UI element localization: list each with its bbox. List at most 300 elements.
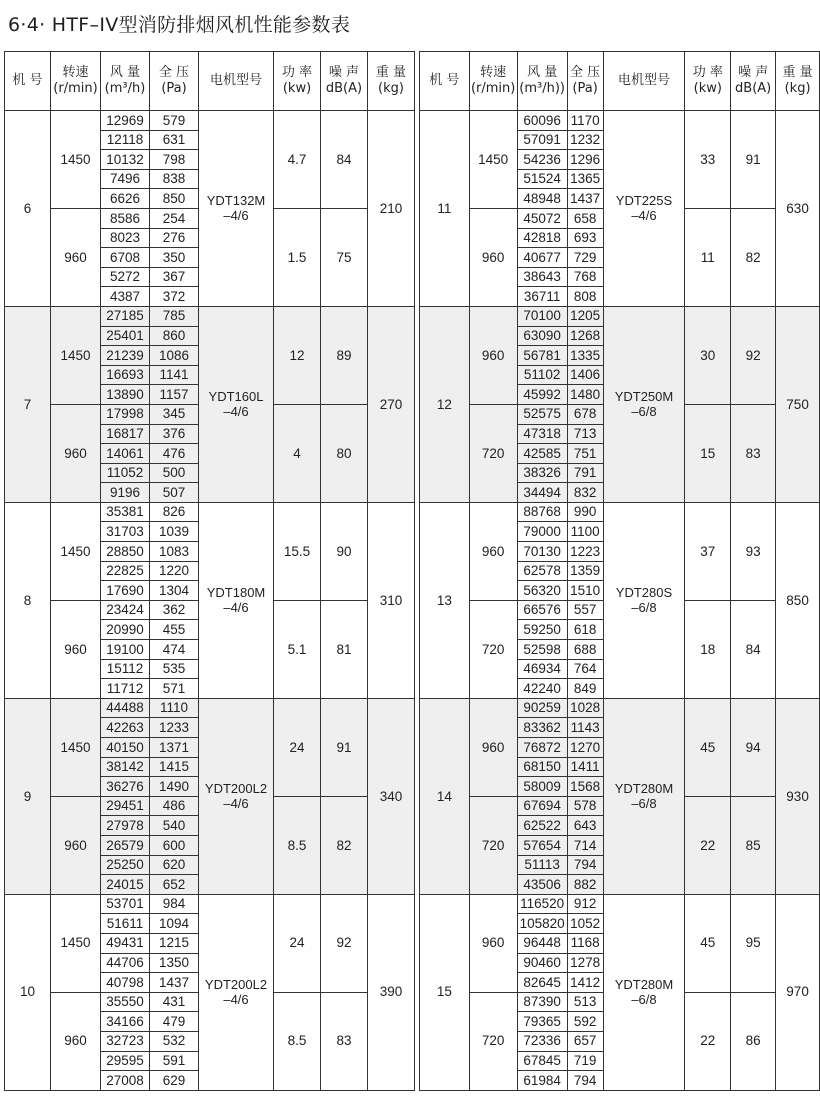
header-pressure: 全 压 (Pa) — [567, 52, 603, 111]
speed-cell: 960 — [51, 796, 101, 894]
header-power: 功 率 (kw) — [274, 52, 321, 111]
pressure-cell: 882 — [567, 875, 603, 895]
speed-cell: 960 — [469, 894, 517, 992]
machine-no-cell: 13 — [420, 502, 470, 698]
pressure-cell: 1411 — [567, 757, 603, 777]
speed-cell: 720 — [469, 600, 517, 698]
airflow-cell: 38142 — [101, 757, 150, 777]
pressure-cell: 591 — [150, 1051, 199, 1071]
speed-cell: 1450 — [51, 111, 101, 209]
weight-cell: 340 — [368, 698, 415, 894]
airflow-cell: 51102 — [517, 365, 567, 385]
weight-cell: 210 — [368, 111, 415, 307]
airflow-cell: 57091 — [517, 130, 567, 150]
table-row — [420, 502, 820, 522]
pressure-cell: 1039 — [150, 522, 199, 542]
pressure-cell: 713 — [567, 424, 603, 444]
power-cell: 22 — [685, 796, 731, 894]
airflow-cell: 11712 — [101, 679, 150, 699]
pressure-cell: 579 — [150, 111, 199, 131]
pressure-cell: 693 — [567, 228, 603, 248]
pressure-cell: 860 — [150, 326, 199, 346]
pressure-cell: 658 — [567, 208, 603, 228]
pressure-cell: 362 — [150, 600, 199, 620]
airflow-cell: 47318 — [517, 424, 567, 444]
airflow-cell: 51611 — [101, 914, 150, 934]
pressure-cell: 476 — [150, 444, 199, 464]
noise-cell: 91 — [321, 698, 368, 796]
airflow-cell: 43506 — [517, 875, 567, 895]
speed-cell: 960 — [51, 992, 101, 1090]
motor-cell: YDT180M –4/6 — [199, 502, 274, 698]
pressure-cell: 455 — [150, 620, 199, 640]
airflow-cell: 12969 — [101, 111, 150, 131]
pressure-cell: 678 — [567, 404, 603, 424]
pressure-cell: 643 — [567, 816, 603, 836]
speed-cell: 960 — [51, 208, 101, 306]
power-cell: 8.5 — [274, 796, 321, 894]
table-row — [420, 306, 820, 326]
pressure-cell: 1083 — [150, 542, 199, 562]
pressure-cell: 1205 — [567, 306, 603, 326]
airflow-cell: 38326 — [517, 463, 567, 483]
motor-cell: YDT132M –4/6 — [199, 111, 274, 307]
pressure-cell: 798 — [150, 150, 199, 170]
weight-cell: 310 — [368, 502, 415, 698]
motor-cell: YDT200L2 –4/6 — [199, 894, 274, 1090]
pressure-cell: 826 — [150, 502, 199, 522]
pressure-cell: 1094 — [150, 914, 199, 934]
airflow-cell: 27185 — [101, 306, 150, 326]
airflow-cell: 6708 — [101, 248, 150, 268]
table-row — [5, 502, 415, 522]
noise-cell: 80 — [321, 404, 368, 502]
airflow-cell: 45992 — [517, 385, 567, 405]
airflow-cell: 70100 — [517, 306, 567, 326]
pressure-cell: 474 — [150, 640, 199, 660]
pressure-cell: 1406 — [567, 365, 603, 385]
machine-no-cell: 9 — [5, 698, 51, 894]
power-cell: 45 — [685, 698, 731, 796]
pressure-cell: 367 — [150, 267, 199, 287]
airflow-cell: 9196 — [101, 483, 150, 503]
airflow-cell: 34494 — [517, 483, 567, 503]
pressure-cell: 254 — [150, 208, 199, 228]
power-cell: 1.5 — [274, 208, 321, 306]
airflow-cell: 40798 — [101, 973, 150, 993]
pressure-cell: 1168 — [567, 933, 603, 953]
pressure-cell: 1335 — [567, 346, 603, 366]
pressure-cell: 764 — [567, 659, 603, 679]
power-cell: 11 — [685, 208, 731, 306]
airflow-cell: 25250 — [101, 855, 150, 875]
header-speed: 转速 (r/min) — [469, 52, 517, 111]
airflow-cell: 29595 — [101, 1051, 150, 1071]
airflow-cell: 4387 — [101, 287, 150, 307]
power-cell: 12 — [274, 306, 321, 404]
airflow-cell: 11052 — [101, 463, 150, 483]
pressure-cell: 1110 — [150, 698, 199, 718]
pressure-cell: 849 — [567, 679, 603, 699]
airflow-cell: 48948 — [517, 189, 567, 209]
pressure-cell: 719 — [567, 1051, 603, 1071]
header-motor: 电机型号 — [199, 52, 274, 111]
pressure-cell: 1157 — [150, 385, 199, 405]
speed-cell: 1450 — [51, 502, 101, 600]
airflow-cell: 22825 — [101, 561, 150, 581]
pressure-cell: 688 — [567, 640, 603, 660]
airflow-cell: 25401 — [101, 326, 150, 346]
pressure-cell: 751 — [567, 444, 603, 464]
header-power: 功 率 (kw) — [685, 52, 731, 111]
airflow-cell: 36711 — [517, 287, 567, 307]
table-header-row — [5, 52, 415, 111]
pressure-cell: 785 — [150, 306, 199, 326]
weight-cell: 630 — [776, 111, 820, 307]
pressure-cell: 376 — [150, 424, 199, 444]
table-header-row — [420, 52, 820, 111]
airflow-cell: 35550 — [101, 992, 150, 1012]
header-machine-no: 机 号 — [5, 52, 51, 111]
pressure-cell: 600 — [150, 835, 199, 855]
table-row — [5, 894, 415, 914]
motor-cell: YDT280S –6/8 — [603, 502, 685, 698]
power-cell: 15 — [685, 404, 731, 502]
speed-cell: 960 — [51, 404, 101, 502]
airflow-cell: 79000 — [517, 522, 567, 542]
airflow-cell: 83362 — [517, 718, 567, 738]
weight-cell: 750 — [776, 306, 820, 502]
performance-table-right — [419, 51, 820, 1091]
airflow-cell: 19100 — [101, 640, 150, 660]
airflow-cell: 21239 — [101, 346, 150, 366]
noise-cell: 90 — [321, 502, 368, 600]
pressure-cell: 1371 — [150, 738, 199, 758]
pressure-cell: 1490 — [150, 777, 199, 797]
pressure-cell: 592 — [567, 1012, 603, 1032]
airflow-cell: 51524 — [517, 169, 567, 189]
airflow-cell: 7496 — [101, 169, 150, 189]
speed-cell: 960 — [469, 698, 517, 796]
noise-cell: 83 — [731, 404, 776, 502]
machine-no-cell: 15 — [420, 894, 470, 1090]
power-cell: 5.1 — [274, 600, 321, 698]
speed-cell: 1450 — [51, 894, 101, 992]
airflow-cell: 52598 — [517, 640, 567, 660]
pressure-cell: 657 — [567, 1031, 603, 1051]
header-pressure: 全 压 (Pa) — [150, 52, 199, 111]
pressure-cell: 1350 — [150, 953, 199, 973]
pressure-cell: 532 — [150, 1031, 199, 1051]
airflow-cell: 24015 — [101, 875, 150, 895]
pressure-cell: 850 — [150, 189, 199, 209]
airflow-cell: 42585 — [517, 444, 567, 464]
noise-cell: 95 — [731, 894, 776, 992]
airflow-cell: 88768 — [517, 502, 567, 522]
machine-no-cell: 6 — [5, 111, 51, 307]
pressure-cell: 984 — [150, 894, 199, 914]
power-cell: 33 — [685, 111, 731, 209]
airflow-cell: 62522 — [517, 816, 567, 836]
airflow-cell: 42240 — [517, 679, 567, 699]
machine-no-cell: 7 — [5, 306, 51, 502]
airflow-cell: 12118 — [101, 130, 150, 150]
pressure-cell: 345 — [150, 404, 199, 424]
airflow-cell: 67845 — [517, 1051, 567, 1071]
pressure-cell: 620 — [150, 855, 199, 875]
airflow-cell: 90460 — [517, 953, 567, 973]
weight-cell: 850 — [776, 502, 820, 698]
noise-cell: 82 — [321, 796, 368, 894]
pressure-cell: 1437 — [567, 189, 603, 209]
machine-no-cell: 12 — [420, 306, 470, 502]
pressure-cell: 990 — [567, 502, 603, 522]
airflow-cell: 31703 — [101, 522, 150, 542]
power-cell: 24 — [274, 698, 321, 796]
pressure-cell: 1170 — [567, 111, 603, 131]
airflow-cell: 58009 — [517, 777, 567, 797]
pressure-cell: 557 — [567, 600, 603, 620]
motor-cell: YDT250M –6/8 — [603, 306, 685, 502]
pressure-cell: 1296 — [567, 150, 603, 170]
table-row — [420, 111, 820, 131]
airflow-cell: 42818 — [517, 228, 567, 248]
airflow-cell: 20990 — [101, 620, 150, 640]
power-cell: 24 — [274, 894, 321, 992]
pressure-cell: 276 — [150, 228, 199, 248]
table-row — [5, 698, 415, 718]
speed-cell: 720 — [469, 404, 517, 502]
airflow-cell: 68150 — [517, 757, 567, 777]
airflow-cell: 23424 — [101, 600, 150, 620]
pressure-cell: 794 — [567, 1071, 603, 1091]
airflow-cell: 53701 — [101, 894, 150, 914]
pressure-cell: 768 — [567, 267, 603, 287]
noise-cell: 84 — [731, 600, 776, 698]
pressure-cell: 431 — [150, 992, 199, 1012]
pressure-cell: 1568 — [567, 777, 603, 797]
airflow-cell: 76872 — [517, 738, 567, 758]
pressure-cell: 1215 — [150, 933, 199, 953]
pressure-cell: 912 — [567, 894, 603, 914]
airflow-cell: 52575 — [517, 404, 567, 424]
pressure-cell: 629 — [150, 1071, 199, 1091]
airflow-cell: 16693 — [101, 365, 150, 385]
machine-no-cell: 10 — [5, 894, 51, 1090]
header-machine-no: 机 号 — [420, 52, 470, 111]
weight-cell: 970 — [776, 894, 820, 1090]
weight-cell: 390 — [368, 894, 415, 1090]
airflow-cell: 82645 — [517, 973, 567, 993]
motor-cell: YDT200L2 –4/6 — [199, 698, 274, 894]
airflow-cell: 42263 — [101, 718, 150, 738]
pressure-cell: 832 — [567, 483, 603, 503]
motor-cell: YDT280M –6/8 — [603, 894, 685, 1090]
pressure-cell: 1052 — [567, 914, 603, 934]
airflow-cell: 96448 — [517, 933, 567, 953]
airflow-cell: 27978 — [101, 816, 150, 836]
pressure-cell: 1100 — [567, 522, 603, 542]
noise-cell: 92 — [731, 306, 776, 404]
airflow-cell: 32723 — [101, 1031, 150, 1051]
table-row — [420, 894, 820, 914]
airflow-cell: 87390 — [517, 992, 567, 1012]
airflow-cell: 17690 — [101, 581, 150, 601]
airflow-cell: 16817 — [101, 424, 150, 444]
noise-cell: 89 — [321, 306, 368, 404]
weight-cell: 270 — [368, 306, 415, 502]
airflow-cell: 46934 — [517, 659, 567, 679]
airflow-cell: 40150 — [101, 738, 150, 758]
speed-cell: 960 — [469, 208, 517, 306]
airflow-cell: 79365 — [517, 1012, 567, 1032]
pressure-cell: 1437 — [150, 973, 199, 993]
power-cell: 15.5 — [274, 502, 321, 600]
pressure-cell: 1086 — [150, 346, 199, 366]
pressure-cell: 507 — [150, 483, 199, 503]
pressure-cell: 571 — [150, 679, 199, 699]
power-cell: 22 — [685, 992, 731, 1090]
airflow-cell: 45072 — [517, 208, 567, 228]
pressure-cell: 1304 — [150, 581, 199, 601]
speed-cell: 960 — [469, 502, 517, 600]
performance-table-left — [4, 51, 415, 1091]
speed-cell: 1450 — [469, 111, 517, 209]
pressure-cell: 1480 — [567, 385, 603, 405]
pressure-cell: 1412 — [567, 973, 603, 993]
airflow-cell: 56320 — [517, 581, 567, 601]
header-weight: 重 量 (kg) — [776, 52, 820, 111]
table-row — [5, 111, 415, 131]
table-row — [420, 698, 820, 718]
machine-no-cell: 8 — [5, 502, 51, 698]
pressure-cell: 372 — [150, 287, 199, 307]
pressure-cell: 618 — [567, 620, 603, 640]
pressure-cell: 479 — [150, 1012, 199, 1032]
pressure-cell: 350 — [150, 248, 199, 268]
airflow-cell: 51113 — [517, 855, 567, 875]
pressure-cell: 578 — [567, 796, 603, 816]
pressure-cell: 794 — [567, 855, 603, 875]
airflow-cell: 105820 — [517, 914, 567, 934]
airflow-cell: 72336 — [517, 1031, 567, 1051]
noise-cell: 81 — [321, 600, 368, 698]
airflow-cell: 116520 — [517, 894, 567, 914]
header-noise: 噪 声 dB(A) — [321, 52, 368, 111]
airflow-cell: 28850 — [101, 542, 150, 562]
pressure-cell: 500 — [150, 463, 199, 483]
pressure-cell: 1415 — [150, 757, 199, 777]
speed-cell: 1450 — [51, 306, 101, 404]
power-cell: 18 — [685, 600, 731, 698]
header-airflow: 风 量 (m³/h)) — [517, 52, 567, 111]
pressure-cell: 1028 — [567, 698, 603, 718]
airflow-cell: 70130 — [517, 542, 567, 562]
airflow-cell: 60096 — [517, 111, 567, 131]
pressure-cell: 540 — [150, 816, 199, 836]
power-cell: 37 — [685, 502, 731, 600]
weight-cell: 930 — [776, 698, 820, 894]
pressure-cell: 1220 — [150, 561, 199, 581]
airflow-cell: 26579 — [101, 835, 150, 855]
airflow-cell: 62578 — [517, 561, 567, 581]
airflow-cell: 59250 — [517, 620, 567, 640]
airflow-cell: 35381 — [101, 502, 150, 522]
power-cell: 30 — [685, 306, 731, 404]
airflow-cell: 34166 — [101, 1012, 150, 1032]
noise-cell: 82 — [731, 208, 776, 306]
noise-cell: 83 — [321, 992, 368, 1090]
pressure-cell: 1365 — [567, 169, 603, 189]
pressure-cell: 631 — [150, 130, 199, 150]
pressure-cell: 1270 — [567, 738, 603, 758]
pressure-cell: 838 — [150, 169, 199, 189]
noise-cell: 91 — [731, 111, 776, 209]
noise-cell: 86 — [731, 992, 776, 1090]
noise-cell: 92 — [321, 894, 368, 992]
airflow-cell: 5272 — [101, 267, 150, 287]
airflow-cell: 8023 — [101, 228, 150, 248]
pressure-cell: 714 — [567, 835, 603, 855]
airflow-cell: 57654 — [517, 835, 567, 855]
airflow-cell: 56781 — [517, 346, 567, 366]
pressure-cell: 1233 — [150, 718, 199, 738]
airflow-cell: 17998 — [101, 404, 150, 424]
power-cell: 4 — [274, 404, 321, 502]
machine-no-cell: 11 — [420, 111, 470, 307]
pressure-cell: 1268 — [567, 326, 603, 346]
motor-cell: YDT280M –6/8 — [603, 698, 685, 894]
pressure-cell: 535 — [150, 659, 199, 679]
pressure-cell: 1278 — [567, 953, 603, 973]
header-airflow: 风 量 (m³/h) — [101, 52, 150, 111]
airflow-cell: 66576 — [517, 600, 567, 620]
pressure-cell: 1141 — [150, 365, 199, 385]
power-cell: 45 — [685, 894, 731, 992]
noise-cell: 75 — [321, 208, 368, 306]
pressure-cell: 791 — [567, 463, 603, 483]
noise-cell: 94 — [731, 698, 776, 796]
airflow-cell: 6626 — [101, 189, 150, 209]
airflow-cell: 44706 — [101, 953, 150, 973]
airflow-cell: 54236 — [517, 150, 567, 170]
table-row — [5, 306, 415, 326]
pressure-cell: 729 — [567, 248, 603, 268]
airflow-cell: 40677 — [517, 248, 567, 268]
airflow-cell: 14061 — [101, 444, 150, 464]
header-motor: 电机型号 — [603, 52, 685, 111]
speed-cell: 1450 — [51, 698, 101, 796]
noise-cell: 85 — [731, 796, 776, 894]
pressure-cell: 652 — [150, 875, 199, 895]
pressure-cell: 1359 — [567, 561, 603, 581]
airflow-cell: 44488 — [101, 698, 150, 718]
noise-cell: 84 — [321, 111, 368, 209]
header-noise: 噪 声 dB(A) — [731, 52, 776, 111]
pressure-cell: 486 — [150, 796, 199, 816]
airflow-cell: 67694 — [517, 796, 567, 816]
airflow-cell: 49431 — [101, 933, 150, 953]
motor-cell: YDT225S –4/6 — [603, 111, 685, 307]
power-cell: 8.5 — [274, 992, 321, 1090]
pressure-cell: 1232 — [567, 130, 603, 150]
airflow-cell: 29451 — [101, 796, 150, 816]
pressure-cell: 1143 — [567, 718, 603, 738]
machine-no-cell: 14 — [420, 698, 470, 894]
page-title: 6·4· HTF–IV型消防排烟风机性能参数表 — [8, 14, 351, 36]
speed-cell: 960 — [51, 600, 101, 698]
airflow-cell: 15112 — [101, 659, 150, 679]
